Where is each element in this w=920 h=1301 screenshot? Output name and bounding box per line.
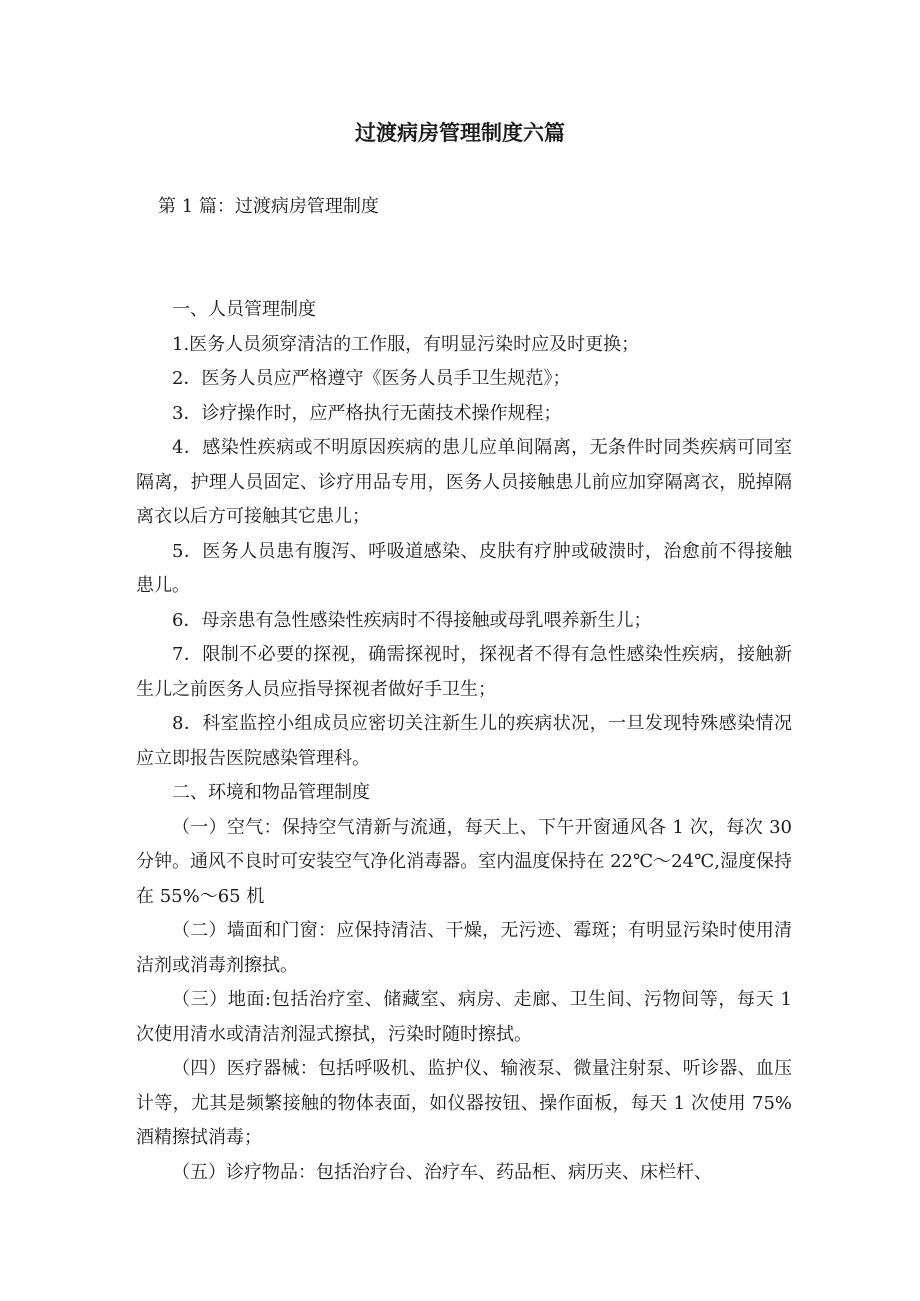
paragraph: 8．科室监控小组成员应密切关注新生儿的疾病状况，一旦发现特殊感染情况应立即报告医院感染管理科。 xyxy=(136,713,792,769)
document-body xyxy=(136,293,792,1190)
paragraph: （四）医疗器械：包括呼吸机、监护仪、输液泵、微量注射泵、听诊器、血压计等，尤其是频繁接触的物体表面，如仪器按钮、操作面板，每天 1 次使用 75%酒精擦拭消毒； xyxy=(136,1058,792,1148)
document-title: 过渡病房管理制度六篇 xyxy=(355,121,565,145)
paragraph: （二）墙面和门窗：应保持清洁、干燥，无污迹、霉斑；有明显污染时使用清洁剂或消毒剂擦拭。 xyxy=(136,920,792,976)
paragraph: 6．母亲患有急性感染性疾病时不得接触或母乳喂养新生儿； xyxy=(172,609,652,631)
section-heading: 二、环境和物品管理制度 xyxy=(172,782,370,803)
paragraph: 7．限制不必要的探视，确需探视时，探视者不得有急性感染性疾病，接触新生儿之前医务人员应指导探视者做好手卫生； xyxy=(136,644,792,700)
paragraph: 1.医务人员须穿清洁的工作服，有明显污染时应及时更换； xyxy=(172,333,640,355)
paragraph: （一）空气：保持空气清新与流通，每天上、下午开窗通风各 1 次，每次 30 分钟。通风不良时可安装空气净化消毒器。室内温度保持在 22℃～24℃,湿度保持在 55%～65 机 xyxy=(136,816,792,907)
document-subtitle: 第 1 篇：过渡病房管理制度 xyxy=(158,196,379,217)
paragraph: 5．医务人员患有腹泻、呼吸道感染、皮肤有疗肿或破溃时，治愈前不得接触患儿。 xyxy=(136,540,792,596)
paragraph: （三）地面:包括治疗室、储藏室、病房、走廊、卫生间、污物间等，每天 1 次使用清水或清洁剂湿式擦拭，污染时随时擦拭。 xyxy=(136,989,792,1045)
paragraph: （五）诊疗物品：包括治疗台、治疗车、药品柜、病历夹、床栏杆、 xyxy=(172,1161,712,1183)
paragraph: 2．医务人员应严格遵守《医务人员手卫生规范》； xyxy=(172,368,571,389)
section-heading: 一、人员管理制度 xyxy=(172,299,316,320)
paragraph: 3．诊疗操作时，应严格执行无菌技术操作规程； xyxy=(172,402,562,424)
paragraph: 4．感染性疾病或不明原因疾病的患儿应单间隔离，无条件时同类疾病可同室隔离，护理人员固定、诊疗用品专用，医务人员接触患儿前应加穿隔离衣，脱掉隔离衣以后方可接触其它患儿； xyxy=(136,437,792,527)
